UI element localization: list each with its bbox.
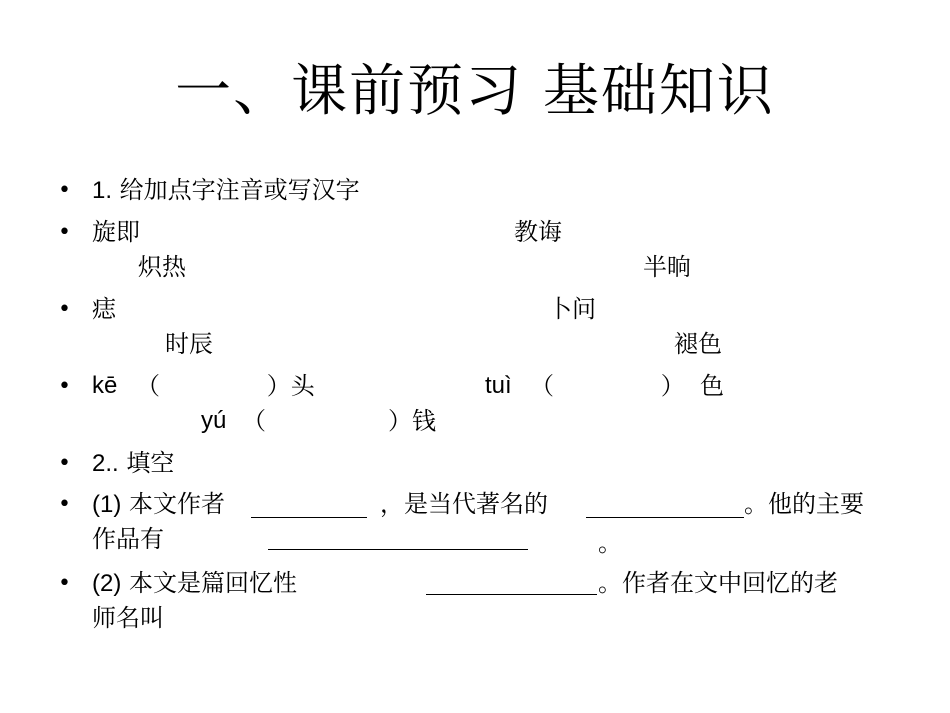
word-item: 时辰 (165, 330, 213, 358)
question-text: 填空 (126, 449, 175, 477)
question-text: 作品有 (92, 525, 164, 553)
answer-parenthesis: （ ）头 (136, 372, 315, 400)
page-title: 一、课前预习 基础知识 (175, 59, 775, 124)
question-text: ，是当代著名的 (380, 490, 548, 518)
answer-blank[interactable] (251, 517, 367, 518)
question-text: 本文作者 (128, 490, 225, 518)
word-item: 卜问 (548, 295, 596, 323)
word-item: 炽热 (138, 253, 186, 281)
word-item: 半晌 (643, 253, 691, 281)
answer-blank[interactable] (426, 594, 597, 595)
pinyin: kē (92, 372, 118, 399)
answer-blank[interactable] (586, 517, 744, 518)
bullet: • (58, 374, 71, 399)
question-number: (2) (92, 570, 122, 597)
fill-blank-item (92, 568, 297, 599)
question-number: (1) (92, 491, 122, 518)
question-2-heading (92, 448, 174, 479)
question-text: 本文是篇回忆性 (128, 569, 297, 597)
bullet: • (58, 297, 71, 322)
question-1-heading (92, 175, 360, 206)
bullet: • (58, 451, 71, 476)
bullet: • (58, 571, 71, 596)
fill-blank-item (92, 489, 225, 520)
bullet: • (58, 492, 71, 517)
bullet: • (58, 178, 71, 203)
bullet: • (58, 220, 71, 245)
question-text: 给加点字注音或写汉字 (119, 176, 360, 204)
question-text: 。他的主要 (744, 490, 864, 518)
word-item: 旋即 (92, 218, 140, 246)
question-number: 2.. (92, 450, 119, 477)
answer-parenthesis: （ ） 色 (530, 372, 725, 400)
question-text: 师名叫 (92, 604, 164, 632)
pinyin: yú (201, 407, 227, 434)
question-number: 1. (92, 177, 113, 204)
word-item: 痣 (92, 295, 116, 323)
word-item: 教诲 (514, 218, 562, 246)
pinyin: tuì (485, 372, 512, 399)
answer-parenthesis: （ ）钱 (242, 407, 437, 435)
question-text: 。作者在文中回忆的老 (598, 569, 838, 597)
question-text: 。 (598, 529, 622, 557)
word-item: 褪色 (674, 330, 722, 358)
answer-blank[interactable] (268, 549, 528, 550)
